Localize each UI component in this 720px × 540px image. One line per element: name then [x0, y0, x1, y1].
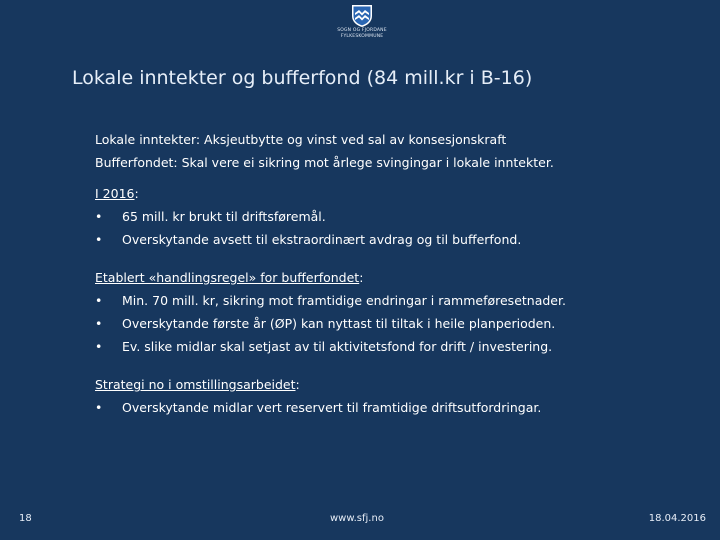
section-heading-text: Strategi no i omstillingsarbeidet — [95, 377, 296, 392]
bullet-icon: • — [95, 316, 103, 331]
list-item — [95, 205, 695, 228]
intro-line: Lokale inntekter: Aksjeutbytte og vinst ved sal av konsesjonskraft — [95, 132, 507, 147]
list-item — [95, 335, 695, 358]
logo — [332, 4, 392, 40]
footer-date: 18.04.2016 — [648, 513, 706, 524]
list-item-text: 65 mill. kr brukt til driftsføremål. — [122, 209, 326, 224]
bullet-icon: • — [95, 293, 103, 308]
bullet-icon: • — [95, 339, 103, 354]
logo-line-2: FYLKESKOMMUNE — [340, 34, 384, 39]
bullet-icon: • — [95, 400, 103, 415]
list-item — [95, 228, 695, 251]
page-number: 18 — [19, 513, 32, 524]
list-item — [95, 289, 695, 312]
list-item-text: Min. 70 mill. kr, sikring mot framtidige endringar i rammeføresetnader. — [122, 293, 566, 308]
logo-line-1: SOGN OG FJORDANE — [337, 28, 387, 33]
bullet-icon: • — [95, 209, 103, 224]
section-heading-text: I 2016 — [95, 186, 135, 201]
section-heading-colon: : — [359, 270, 364, 285]
bullet-icon: • — [95, 232, 103, 247]
list-item — [95, 312, 695, 335]
section-heading-colon: : — [134, 186, 139, 201]
logo-text — [332, 28, 392, 40]
list-item-text: Ev. slike midlar skal setjast av til aktivitetsfond for drift / investering. — [122, 339, 553, 354]
section-heading-text: Etablert «handlingsregel» for bufferfondet — [95, 270, 360, 285]
list-item — [95, 396, 695, 419]
list-item-text: Overskytande første år (ØP) kan nyttast til tiltak i heile planperioden. — [122, 316, 556, 331]
list-item-text: Overskytande avsett til ekstraordinært avdrag og til bufferfond. — [122, 232, 522, 247]
section-heading — [95, 266, 695, 289]
section-heading-colon: : — [295, 377, 300, 392]
slide-title: Lokale inntekter og bufferfond (84 mill.kr i B-16) — [72, 67, 533, 89]
coat-of-arms-icon — [351, 4, 373, 28]
list-item-text: Overskytande midlar vert reservert til framtidige driftsutfordringar. — [122, 400, 542, 415]
footer-website-link[interactable]: www.sfj.no — [330, 513, 384, 524]
intro-line: Bufferfondet: Skal vere ei sikring mot årlege svingingar i lokale inntekter. — [95, 155, 554, 170]
slide-body — [95, 128, 695, 419]
section-heading — [95, 182, 695, 205]
section-heading — [95, 373, 695, 396]
